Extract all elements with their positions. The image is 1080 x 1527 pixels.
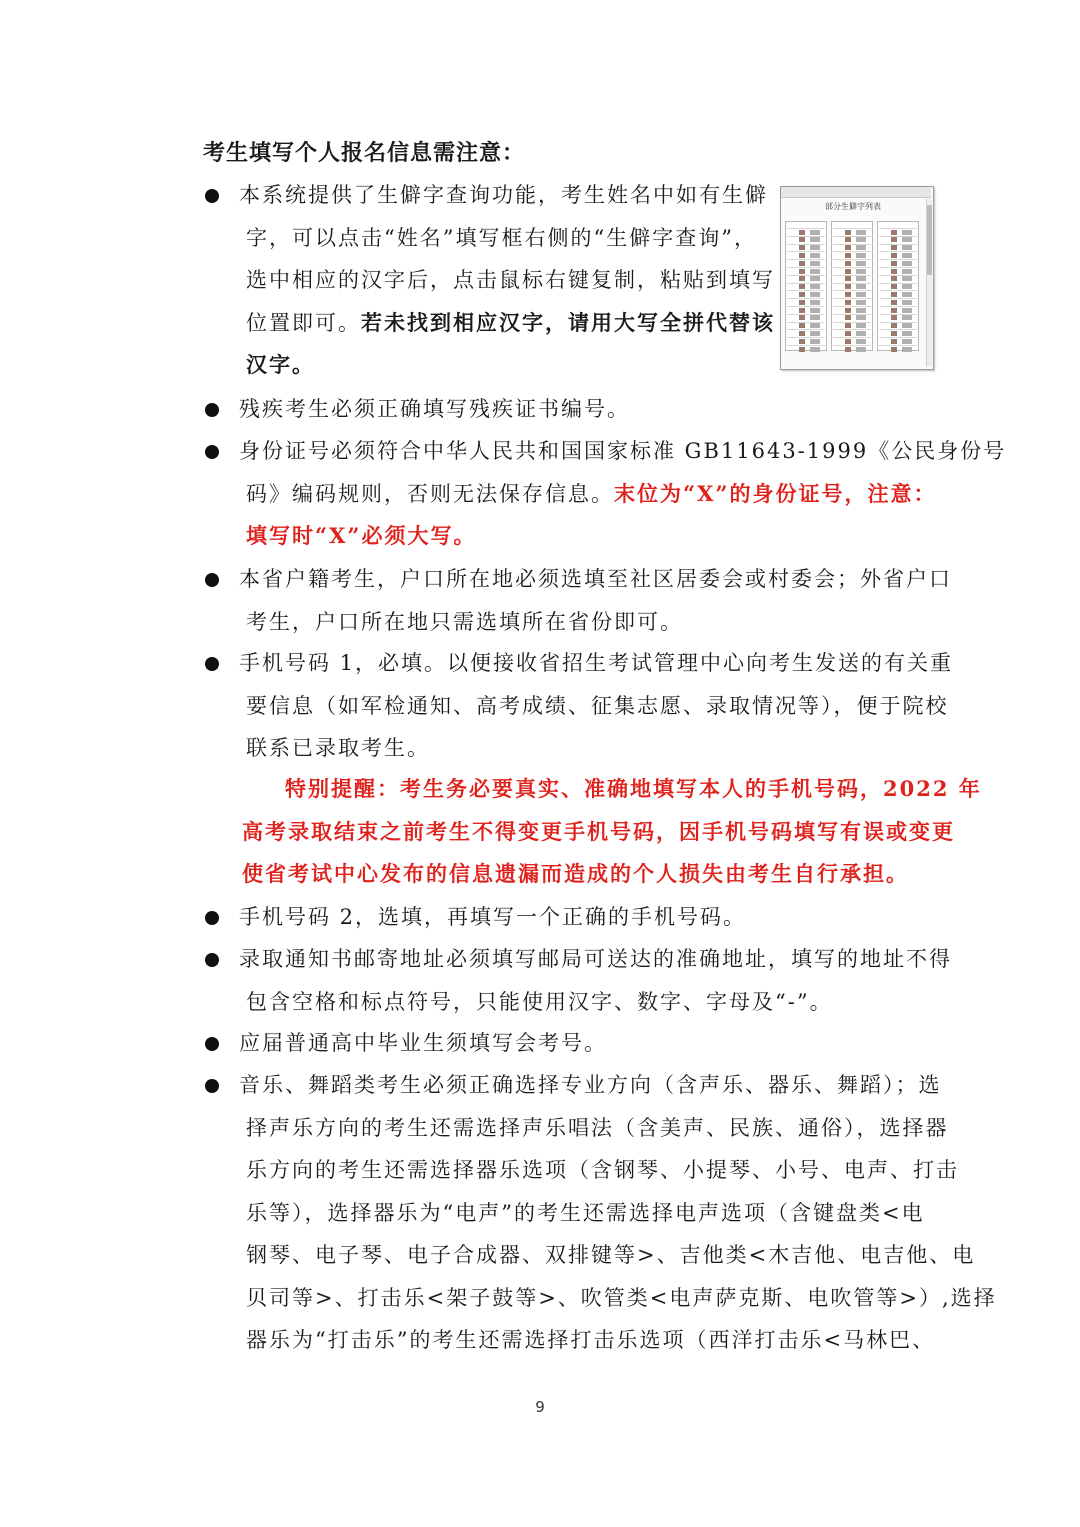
notice-line (239, 902, 746, 932)
text-span: 身份证号必须符合中华人民共和国国家标准 GB11643-1999《公民身份号 (239, 439, 1007, 463)
text-span: 要信息（如军检通知、高考成绩、征集志愿、录取情况等），便于院校 (246, 693, 949, 718)
thumbnail-glyph (845, 230, 851, 235)
thumbnail-glyph (845, 261, 851, 266)
thumbnail-pinyin (902, 292, 912, 297)
thumbnail-pinyin (902, 331, 912, 336)
notice-line (246, 265, 775, 295)
thumbnail-column (877, 221, 919, 351)
thumbnail-glyph (799, 315, 805, 320)
emphasis-red-text: 填写时“X”必须大写。 (246, 523, 477, 548)
thumbnail-glyph (799, 245, 805, 250)
thumbnail-glyph (891, 323, 897, 328)
text-span: 本系统提供了生僻字查询功能，考生姓名中如有生僻 (239, 183, 768, 207)
notice-line (239, 394, 630, 424)
text-span: 乐等），选择器乐为“电声”的考生还需选择电声选项（含键盘类<电 (246, 1200, 925, 1225)
bullet-icon (205, 573, 219, 587)
notice-line (246, 350, 315, 380)
thumbnail-glyph (845, 245, 851, 250)
thumbnail-glyph (845, 237, 851, 242)
thumbnail-pinyin (902, 339, 912, 344)
text-span: 码》编码规则，否则无法保存信息。 (246, 481, 614, 506)
page-number: 9 (535, 1398, 545, 1416)
notice-line (239, 180, 768, 210)
thumbnail-pinyin (810, 230, 820, 235)
thumbnail-glyph (891, 237, 897, 242)
text-span: 包含空格和标点符号，只能使用汉字、数字、字母及“-”。 (246, 989, 833, 1014)
text-span: 联系已录取考生。 (246, 736, 430, 760)
thumbnail-glyph (799, 261, 805, 266)
thumbnail-glyph (799, 253, 805, 258)
emphasis-red-text: 末位为“X”的身份证号，注意： (614, 480, 937, 506)
thumbnail-glyph (891, 245, 897, 250)
thumbnail-glyph (891, 347, 897, 352)
thumbnail-pinyin (856, 269, 866, 274)
thumbnail-glyph (799, 308, 805, 313)
thumbnail-pinyin (902, 308, 912, 313)
notice-line (246, 691, 949, 721)
thumbnail-glyph (891, 253, 897, 258)
reminder-line: 高考录取结束之前考生不得变更手机号码，因手机号码填写有误或变更 (242, 819, 955, 844)
text-span: 考生，户口所在地只需选填所在省份即可。 (246, 609, 683, 634)
bullet-icon (205, 657, 219, 671)
thumbnail-pinyin (902, 323, 912, 328)
notice-line (246, 1240, 975, 1270)
thumbnail-glyph (845, 331, 851, 336)
text-span: 选中相应的汉字后，点击鼠标右键复制，粘贴到填写 (246, 268, 775, 292)
thumbnail-title: 部分生僻字列表 (825, 202, 881, 211)
thumbnail-pinyin (902, 347, 912, 352)
thumbnail-glyph (845, 315, 851, 320)
thumbnail-pinyin (902, 315, 912, 320)
text-span: 器乐为“打击乐”的考生还需选择打击乐选项（西洋打击乐<马林巴、 (246, 1328, 936, 1352)
thumbnail-pinyin (856, 347, 866, 352)
thumbnail-glyph (891, 339, 897, 344)
notice-line (246, 987, 833, 1017)
thumbnail-pinyin (810, 315, 820, 320)
bullet-icon (205, 911, 219, 925)
bullet-icon (205, 445, 219, 459)
thumbnail-glyph (799, 276, 805, 281)
thumbnail-glyph (845, 269, 851, 274)
thumbnail-pinyin (856, 253, 866, 258)
thumbnail-glyph (799, 237, 805, 242)
thumbnail-pinyin (902, 261, 912, 266)
text-span: 本省户籍考生，户口所在地必须选填至社区居委会或村委会；外省户口 (239, 567, 952, 591)
text-span: 手机号码 1，必填。以便接收省招生考试管理中心向考生发送的有关重 (239, 651, 954, 675)
notice-line (246, 1198, 925, 1228)
thumbnail-pinyin (902, 284, 912, 289)
thumbnail-glyph (845, 323, 851, 328)
thumbnail-glyph (845, 347, 851, 352)
thumbnail-glyph (799, 284, 805, 289)
notice-line (246, 1113, 949, 1143)
notice-line (246, 479, 936, 509)
thumbnail-glyph (845, 284, 851, 289)
bullet-icon (205, 1079, 219, 1093)
thumbnail-pinyin (810, 237, 820, 242)
thumbnail-pinyin (856, 284, 866, 289)
emphasis-bold-text: 汉字。 (246, 352, 315, 377)
thumbnail-glyph (799, 230, 805, 235)
thumbnail-pinyin (810, 347, 820, 352)
thumbnail-glyph (891, 284, 897, 289)
thumbnail-pinyin (902, 253, 912, 258)
text-span: 音乐、舞蹈类考生必须正确选择专业方向（含声乐、器乐、舞蹈）；选 (239, 1073, 942, 1097)
thumbnail-pinyin (810, 284, 820, 289)
notice-line (246, 1325, 935, 1355)
thumbnail-pinyin (902, 245, 912, 250)
thumbnail-pinyin (856, 300, 866, 305)
thumbnail-glyph (891, 276, 897, 281)
thumbnail-glyph (891, 315, 897, 320)
notice-line (246, 1283, 997, 1313)
thumbnail-pinyin (856, 308, 866, 313)
thumbnail-pinyin (810, 339, 820, 344)
notice-line (246, 733, 430, 763)
thumbnail-pinyin (810, 308, 820, 313)
notice-line (239, 1028, 607, 1058)
thumbnail-pinyin (902, 300, 912, 305)
thumbnail-pinyin (856, 339, 866, 344)
text-span: 手机号码 2，选填，再填写一个正确的手机号码。 (239, 905, 747, 929)
thumbnail-pinyin (856, 261, 866, 266)
thumbnail-pinyin (810, 269, 820, 274)
thumbnail-column (831, 221, 873, 351)
thumbnail-pinyin (810, 323, 820, 328)
bullet-icon (205, 189, 219, 203)
thumbnail-scroll-thumb (927, 205, 932, 275)
text-span: 钢琴、电子琴、电子合成器、双排键等>、吉他类<木吉他、电吉他、电 (246, 1243, 976, 1267)
thumbnail-glyph (799, 331, 805, 336)
thumbnail-glyph (799, 300, 805, 305)
text-span: 乐方向的考生还需选择器乐选项（含钢琴、小提琴、小号、电声、打击 (246, 1158, 959, 1182)
text-span: 应届普通高中毕业生须填写会考号。 (239, 1031, 607, 1055)
emphasis-bold-text: 若未找到相应汉字，请用大写全拼代替该 (361, 309, 775, 335)
thumbnail-pinyin (902, 276, 912, 281)
thumbnail-glyph (891, 300, 897, 305)
thumbnail-glyph (845, 339, 851, 344)
thumbnail-pinyin (856, 276, 866, 281)
thumbnail-pinyin (856, 331, 866, 336)
text-span: 贝司等>、打击乐<架子鼓等>、吹管类<电声萨克斯、电吹管等>）,选择 (246, 1285, 997, 1310)
notice-line (246, 308, 775, 338)
thumbnail-pinyin (810, 276, 820, 281)
thumbnail-glyph (845, 276, 851, 281)
thumbnail-glyph (799, 269, 805, 274)
thumbnail-glyph (799, 339, 805, 344)
thumbnail-column (785, 221, 827, 351)
reminder-line: 特别提醒：考生务必要真实、准确地填写本人的手机号码，2022 年 (285, 776, 982, 801)
thumbnail-pinyin (810, 292, 820, 297)
thumbnail-pinyin (856, 292, 866, 297)
thumbnail-titlebar (781, 187, 931, 198)
thumbnail-glyph (845, 308, 851, 313)
thumbnail-pinyin (902, 269, 912, 274)
thumbnail-glyph (891, 261, 897, 266)
notice-line (246, 223, 757, 253)
thumbnail-pinyin (856, 237, 866, 242)
thumbnail-glyph (799, 323, 805, 328)
thumbnail-pinyin (810, 331, 820, 336)
thumbnail-glyph (891, 331, 897, 336)
notice-line (239, 436, 1006, 466)
section-heading: 考生填写个人报名信息需注意： (203, 140, 526, 166)
thumbnail-glyph (891, 230, 897, 235)
thumbnail-glyph (799, 292, 805, 297)
notice-line (239, 1070, 942, 1100)
thumbnail-glyph (891, 292, 897, 297)
notice-line (239, 648, 953, 678)
thumbnail-glyph (845, 253, 851, 258)
text-span: 字，可以点击“姓名”填写框右侧的“生僻字查询”， (246, 225, 757, 250)
thumbnail-pinyin (810, 300, 820, 305)
notice-line (246, 521, 476, 551)
thumbnail-pinyin (856, 315, 866, 320)
thumbnail-pinyin (856, 230, 866, 235)
thumbnail-pinyin (856, 323, 866, 328)
thumbnail-pinyin (902, 237, 912, 242)
thumbnail-pinyin (810, 245, 820, 250)
notice-line (239, 564, 952, 594)
bullet-icon (205, 953, 219, 967)
rare-character-table-screenshot (780, 186, 934, 370)
bullet-icon (205, 1037, 219, 1051)
thumbnail-pinyin (902, 230, 912, 235)
text-span: 录取通知书邮寄地址必须填写邮局可送达的准确地址，填写的地址不得 (239, 947, 952, 971)
notice-line (246, 607, 683, 637)
notice-line (239, 944, 952, 974)
text-span: 位置即可。 (246, 310, 361, 335)
thumbnail-glyph (891, 269, 897, 274)
thumbnail-glyph (845, 300, 851, 305)
thumbnail-pinyin (810, 261, 820, 266)
bullet-icon (205, 403, 219, 417)
notice-line (246, 1155, 959, 1185)
thumbnail-glyph (845, 292, 851, 297)
reminder-line: 使省考试中心发布的信息遗漏而造成的个人损失由考生自行承担。 (242, 861, 909, 886)
text-span: 择声乐方向的考生还需选择声乐唱法（含美声、民族、通俗），选择器 (246, 1115, 949, 1140)
thumbnail-pinyin (810, 253, 820, 258)
thumbnail-pinyin (856, 245, 866, 250)
thumbnail-glyph (799, 347, 805, 352)
thumbnail-glyph (891, 308, 897, 313)
text-span: 残疾考生必须正确填写残疾证书编号。 (239, 397, 630, 421)
